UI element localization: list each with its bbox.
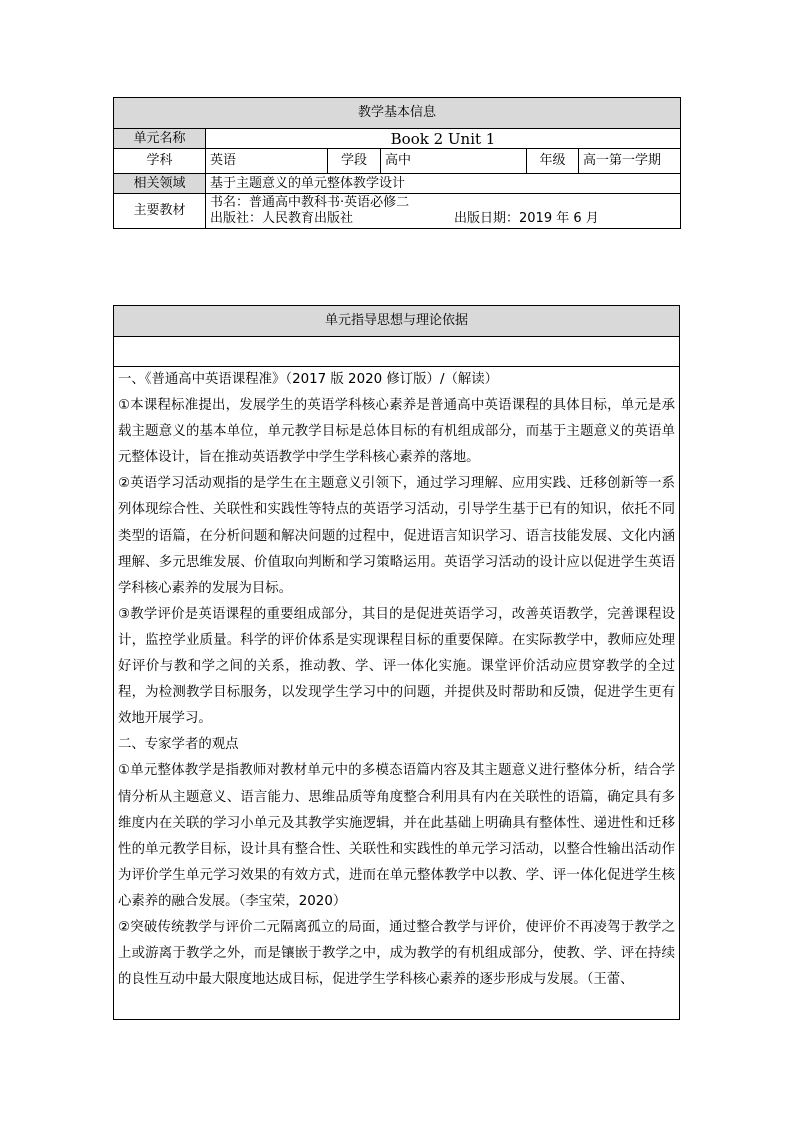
unit-name-value: Book 2 Unit 1 (206, 129, 681, 149)
textbook-label: 主要教材 (114, 194, 206, 229)
section-heading-1: 一、《普通高中英语课程准》（2017 版 2020 修订版）/（解读） (118, 372, 499, 387)
section-heading-2: 二、专家学者的观点 (118, 737, 239, 753)
textbook-value (206, 194, 681, 229)
stage-value: 高中 (381, 149, 527, 174)
domain-label: 相关领域 (114, 174, 206, 194)
domain-value: 基于主题意义的单元整体教学设计 (206, 174, 681, 194)
guide-header: 单元指导思想与理论依据 (114, 306, 680, 337)
paragraph: ②突破传统教学与评价二元隔离孤立的局面，通过整合教学与评价，使评价不再凌驾于教学之上或游离于教学之外，而是镶嵌于教学之中，成为教学的有机组成部分，使教、学、评在持续的良性互动中最大限度地达成目标，促进学生学科核心素养的逐步形成与发展。（王蕾、 (118, 919, 675, 988)
textbook-date: 出版日期：2019 年 6 月 (454, 211, 599, 226)
textbook-publisher-row (210, 211, 676, 227)
stage-label: 学段 (328, 149, 381, 174)
paragraph: ①本课程标准提出，发展学生的英语学科核心素养是普通高中英语课程的具体目标，单元是承载主题意义的基本单位，单元教学目标是总体目标的有机组成部分，而基于主题意义的英语单元整体设计，旨在推动英语教学中学生学科核心素养的落地。 (118, 398, 675, 466)
unit-name-label: 单元名称 (114, 129, 206, 149)
grade-label: 年级 (527, 149, 579, 174)
basic-info-header: 教学基本信息 (114, 98, 681, 129)
paragraph: ②英语学习活动观指的是学生在主题意义引领下，通过学习理解、应用实践、迁移创新等一系列体现综合性、关联性和实践性等特点的英语学习活动，引导学生基于已有的知识，依托不同类型的语篇，在分析问题和解决问题的过程中，促进语言知识学习、语言技能发展、文化内涵理解、多元思维发展、价值取向判断和学习策略运用。英语学习活动的设计应以促进学生英语学科核心素养的发展为目标。 (118, 476, 675, 596)
subject-label: 学科 (114, 149, 206, 174)
paragraph: ③教学评价是英语课程的重要组成部分，其目的是促进英语学习，改善英语教学，完善课程设计，监控学业质量。科学的评价体系是实现课程目标的重要保障。在实际教学中，教师应处理好评价与教和学之间的关系，推动教、学、评一体化实施。课堂评价活动应贯穿教学的全过程，为检测教学目标服务，以发现学生学习中的问题，并提供及时帮助和反馈，促进学生更有效地开展学习。 (118, 606, 675, 727)
guide-table (113, 305, 680, 1020)
textbook-book: 书名：普通高中教科书·英语必修二 (210, 195, 410, 210)
guide-content-cell (114, 367, 680, 1020)
guide-empty-row (114, 337, 680, 367)
basic-info-table (113, 97, 681, 229)
paragraph: ①单元整体教学是指教师对教材单元中的多模态语篇内容及其主题意义进行整体分析，结合学情分析从主题意义、语言能力、思维品质等角度整合利用具有内在关联性的语篇，确定具有多维度内在关联的学习小单元及其教学实施逻辑，并在此基础上明确具有整体性、递进性和迁移性的单元教学目标，设计具有整合性、关联性和实践性的单元学习活动，以整合性输出活动作为评价学生单元学习效果的有效方式，进而在单元整体教学中以教、学、评一体化促进学生核心素养的融合发展。（李宝荣，2020） (118, 763, 675, 909)
grade-value: 高一第一学期 (579, 149, 681, 174)
guide-body (118, 367, 675, 1019)
subject-value: 英语 (206, 149, 328, 174)
textbook-publisher: 出版社：人民教育出版社 (210, 211, 354, 226)
